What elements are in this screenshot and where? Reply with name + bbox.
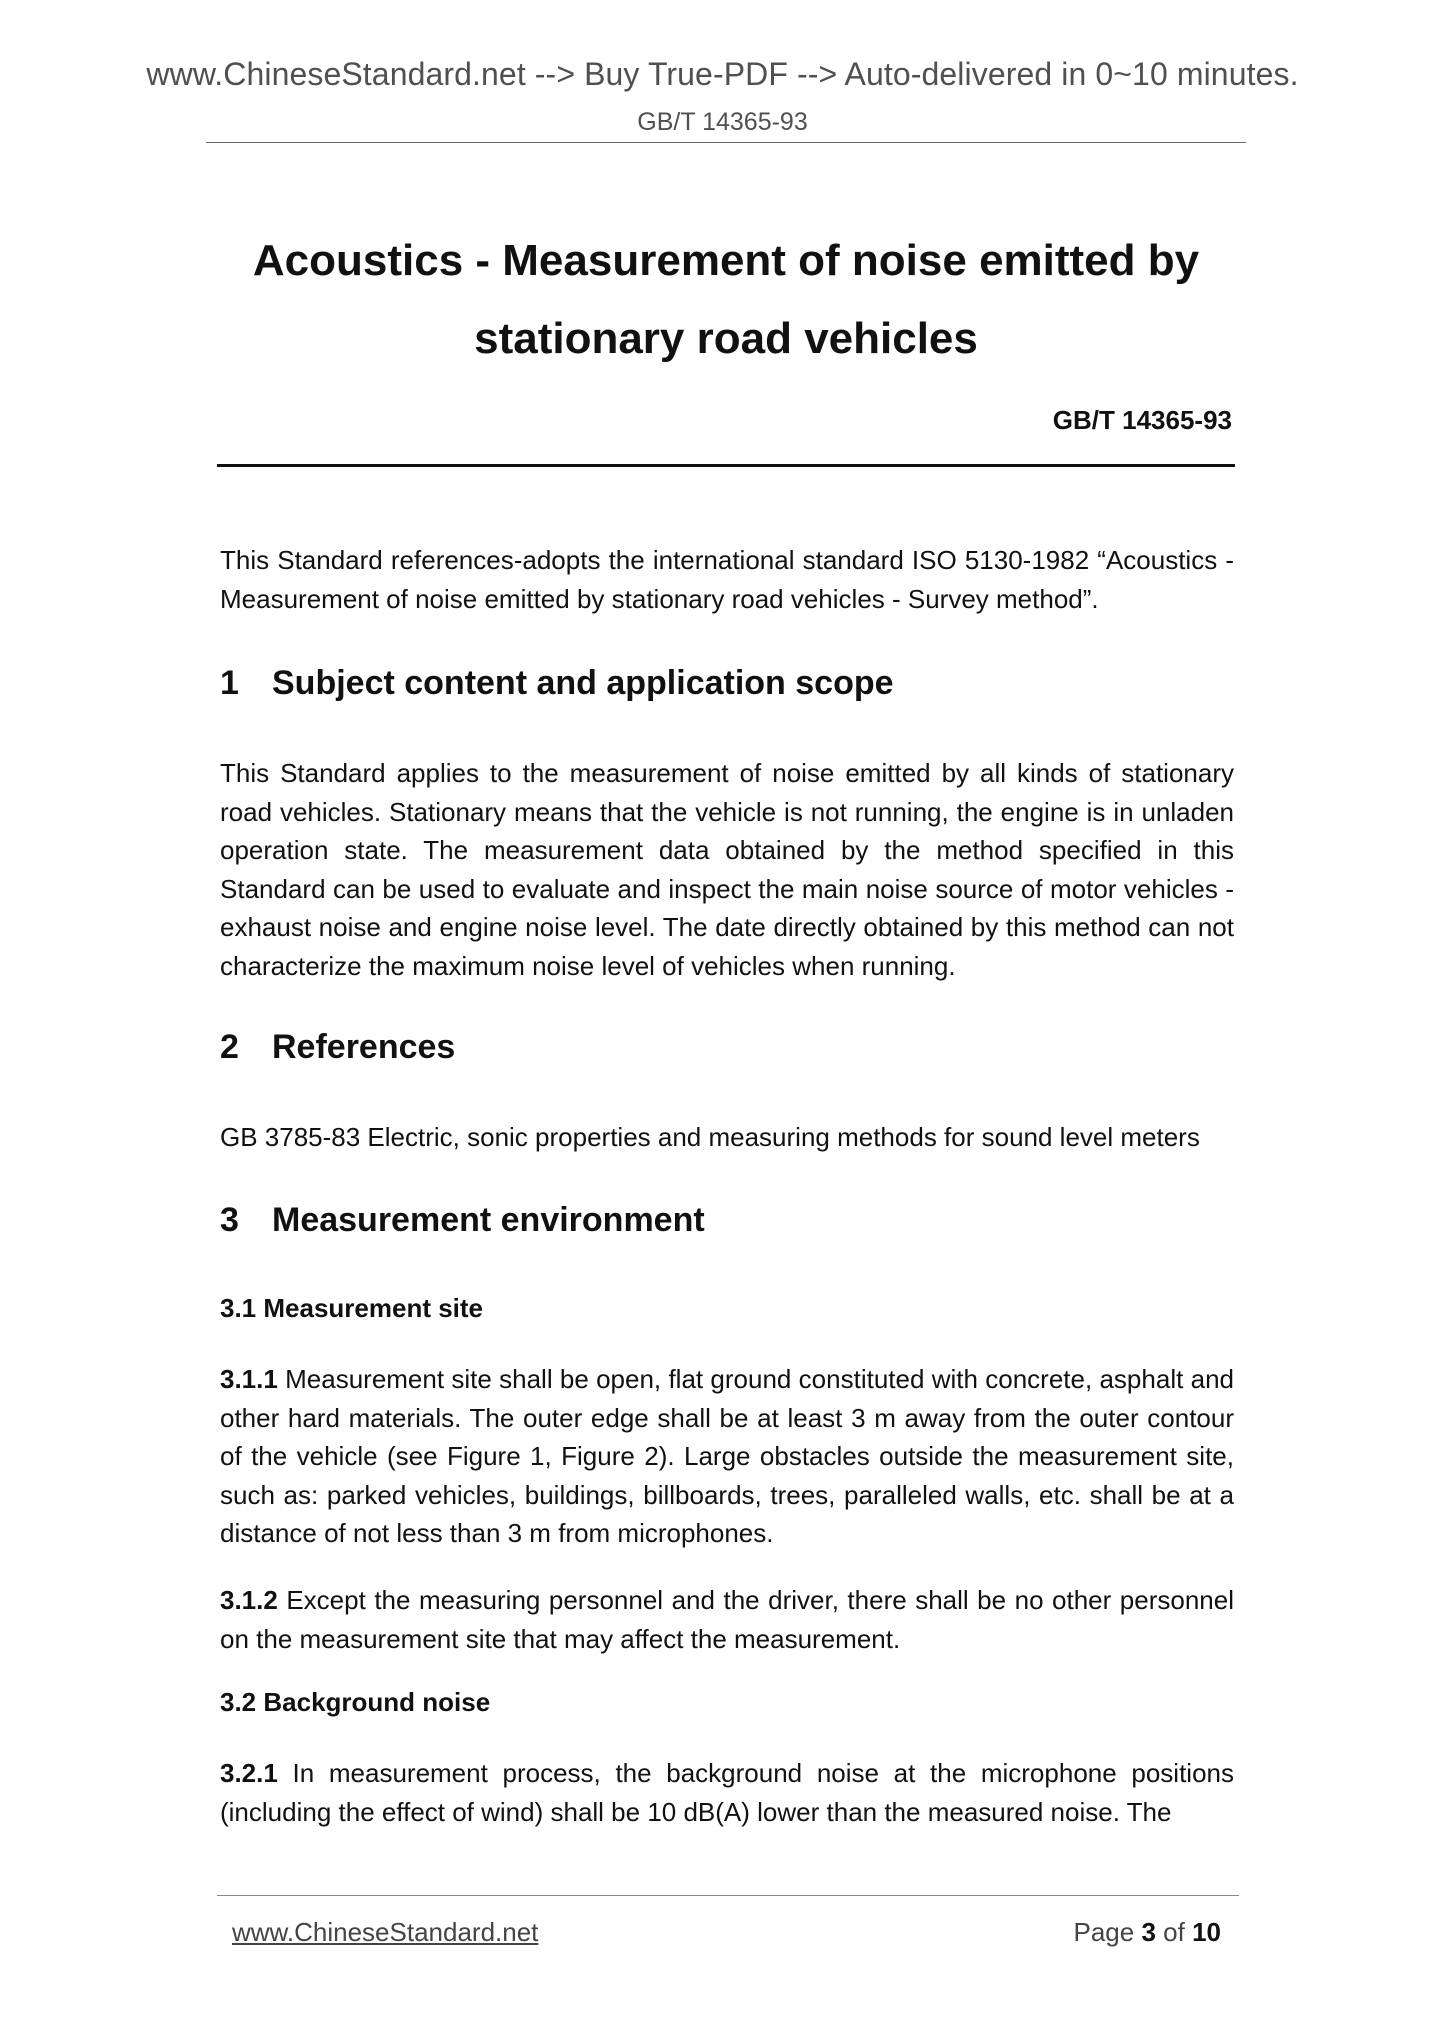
section-1-title: Subject content and application scope — [272, 664, 894, 702]
clause-3-2-1-number: 3.2.1 — [220, 1758, 278, 1788]
header-doc-code: GB/T 14365-93 — [637, 108, 808, 136]
page-current: 3 — [1141, 1917, 1156, 1947]
title-line-2: stationary road vehicles — [474, 314, 978, 363]
page-word: Page — [1073, 1917, 1135, 1947]
subsection-3-2-heading: 3.2 Background noise — [220, 1687, 491, 1717]
section-2-number: 2 — [220, 1028, 239, 1066]
section-3-title: Measurement environment — [272, 1201, 705, 1239]
section-2-body: GB 3785-83 Electric, sonic properties and measuring methods for sound level meters — [220, 1122, 1200, 1152]
clause-3-1-2 — [220, 1581, 1234, 1658]
section-1-body: This Standard applies to the measurement of noise emitted by all kinds of stationary road vehicles. Stationary means that the vehicle is not running, the engine is in unladen operation state. The measurement data obtained by the method specified in this Standard can be used to evaluate and inspect the main noise source of motor vehicles - exhaust noise and engine noise level. The date directly obtained by this method can not characterize the maximum noise level of vehicles when running. — [220, 758, 1234, 981]
standard-number: GB/T 14365-93 — [1052, 405, 1232, 435]
footer-website-link[interactable]: www.ChineseStandard.net — [232, 1917, 539, 1947]
section-3-heading — [220, 1201, 705, 1240]
footer-divider — [217, 1895, 1239, 1896]
section-1-number: 1 — [220, 664, 239, 702]
clause-3-2-1 — [220, 1754, 1234, 1831]
section-3-number: 3 — [220, 1201, 239, 1239]
section-2-heading — [220, 1028, 455, 1067]
intro-paragraph: This Standard references-adopts the international standard ISO 5130-1982 “Acoustics - Measurement of noise emitted by stationary road vehicles - Survey method”. — [220, 545, 1234, 614]
clause-3-1-1-number: 3.1.1 — [220, 1364, 278, 1394]
title-divider — [217, 464, 1235, 467]
title-line-1: Acoustics - Measurement of noise emitted by — [252, 236, 1200, 285]
clause-3-2-1-text: In measurement process, the background noise at the microphone positions (including the effect of wind) shall be 10 dB(A) lower than the measured noise. The — [220, 1758, 1234, 1827]
footer-page-number — [1073, 1917, 1221, 1948]
header-banner: www.ChineseStandard.net --> Buy True-PDF --> Auto-delivered in 0~10 minutes. — [146, 56, 1299, 92]
subsection-3-1-heading: 3.1 Measurement site — [220, 1293, 484, 1323]
clause-3-1-2-number: 3.1.2 — [220, 1585, 278, 1615]
document-title — [206, 222, 1246, 378]
clause-3-1-2-text: Except the measuring personnel and the driver, there shall be no other personnel on the measurement site that may affect the measurement. — [220, 1585, 1234, 1654]
clause-3-1-1-text: Measurement site shall be open, flat ground constituted with concrete, asphalt and other hard materials. The outer edge shall be at least 3 m away from the outer contour of the vehicle (see Figure 1, Figure 2). Large obstacles outside the measurement site, such as: parked vehicles, buildings, billboards, trees, paralleled walls, etc. shall be at a distance of not less than 3 m from microphones. — [220, 1364, 1234, 1548]
section-1-heading — [220, 664, 894, 703]
clause-3-1-1 — [220, 1360, 1234, 1553]
page-of: of — [1163, 1917, 1185, 1947]
page-total: 10 — [1192, 1917, 1221, 1947]
section-2-title: References — [272, 1028, 456, 1066]
header-divider — [206, 142, 1246, 143]
